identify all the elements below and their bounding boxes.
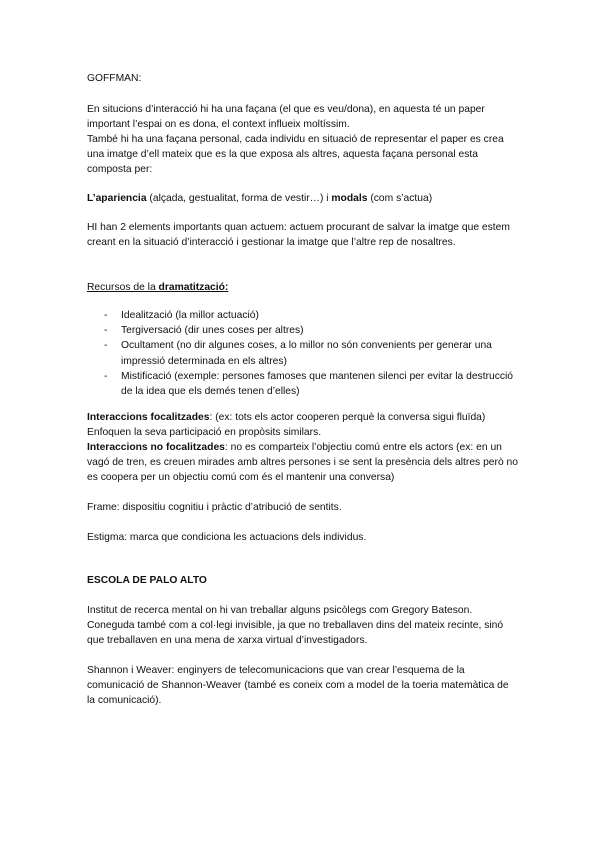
shannon-weaver-paragraph: Shannon i Weaver: enginyers de telecomunicacions que van crear l’esquema de la comunicació de Shannon-Weaver (també es coneix com a model de la toeria matemàtica de la comunicació).	[87, 665, 509, 707]
recursos-list	[87, 308, 519, 399]
estigma-definition: Estigma: marca que condiciona les actuacions dels individus.	[87, 532, 367, 543]
modals-term: modals	[331, 193, 368, 204]
frame-definition: Frame: dispositiu cognitiu i pràctic d’atribució de sentits.	[87, 502, 342, 513]
list-item: - Tergiversació (dir unes coses per altres)	[104, 325, 304, 337]
interaccions-focalitzades: Interaccions focalitzades: (ex: tots els actor cooperen perquè la conversa sigui fluïda) Enfoquen la seva participació en propòsits similars.	[87, 412, 486, 439]
modals-description: (com s’actua)	[367, 193, 433, 204]
list-item: - Ocultament (no dir algunes coses, a lo millor no són convenients per generar una impressió determinada en els altres)	[104, 340, 492, 367]
facana-personal-line	[87, 191, 519, 206]
goffman-heading: GOFFMAN:	[87, 73, 142, 84]
elements-paragraph: HI han 2 elements importants quan actuem: actuem procurant de salvar la imatge que estem creant en la situació d’interacció i gestionar la imatge que l’altre rep de nosaltres.	[87, 222, 510, 249]
interaccions-no-focalitzades: Interaccions no focalitzades: no es comparteix l’objectiu comú entre els actors (ex: en un vagó de tren, es creuen mirades amb altres persones i se sent la presència dels altres però no es coopera per un objectiu comú com és el mantenir una conversa)	[87, 442, 518, 484]
apariencia-term: L’apariencia	[87, 193, 147, 204]
palo-alto-institut: Institut de recerca mental on hi van treballar alguns psicòlegs com Gregory Bateson. Coneguda també com a col·legi invisible, ja que no treballaven dins del mateix recinte, sinó que treballaven en una mena de xarxa virtual d’investigadors.	[87, 605, 504, 647]
intro-paragraph-2: També hi ha una façana personal, cada individu en situació de representar el paper es crea una imatge d’ell mateix que es la que exposa als altres, aquesta façana personal esta composta per:	[87, 134, 504, 176]
palo-alto-heading: ESCOLA DE PALO ALTO	[87, 575, 207, 586]
list-item: - Mistificació (exemple: persones famoses que mantenen silenci per evitar la destrucció de la idea que els demés tenen d’elles)	[104, 370, 514, 398]
apariencia-description: (alçada, gestualitat, forma de vestir…) i	[146, 193, 332, 204]
intro-paragraph-1: En situcions d’interacció hi ha una façana (el que es veu/dona), en aquesta té un paper important l’espai on es dona, el context influeix moltíssim.	[87, 104, 485, 131]
recursos-heading: Recursos de la dramatització:	[87, 282, 229, 293]
list-item: - Idealització (la millor actuació)	[104, 310, 259, 321]
